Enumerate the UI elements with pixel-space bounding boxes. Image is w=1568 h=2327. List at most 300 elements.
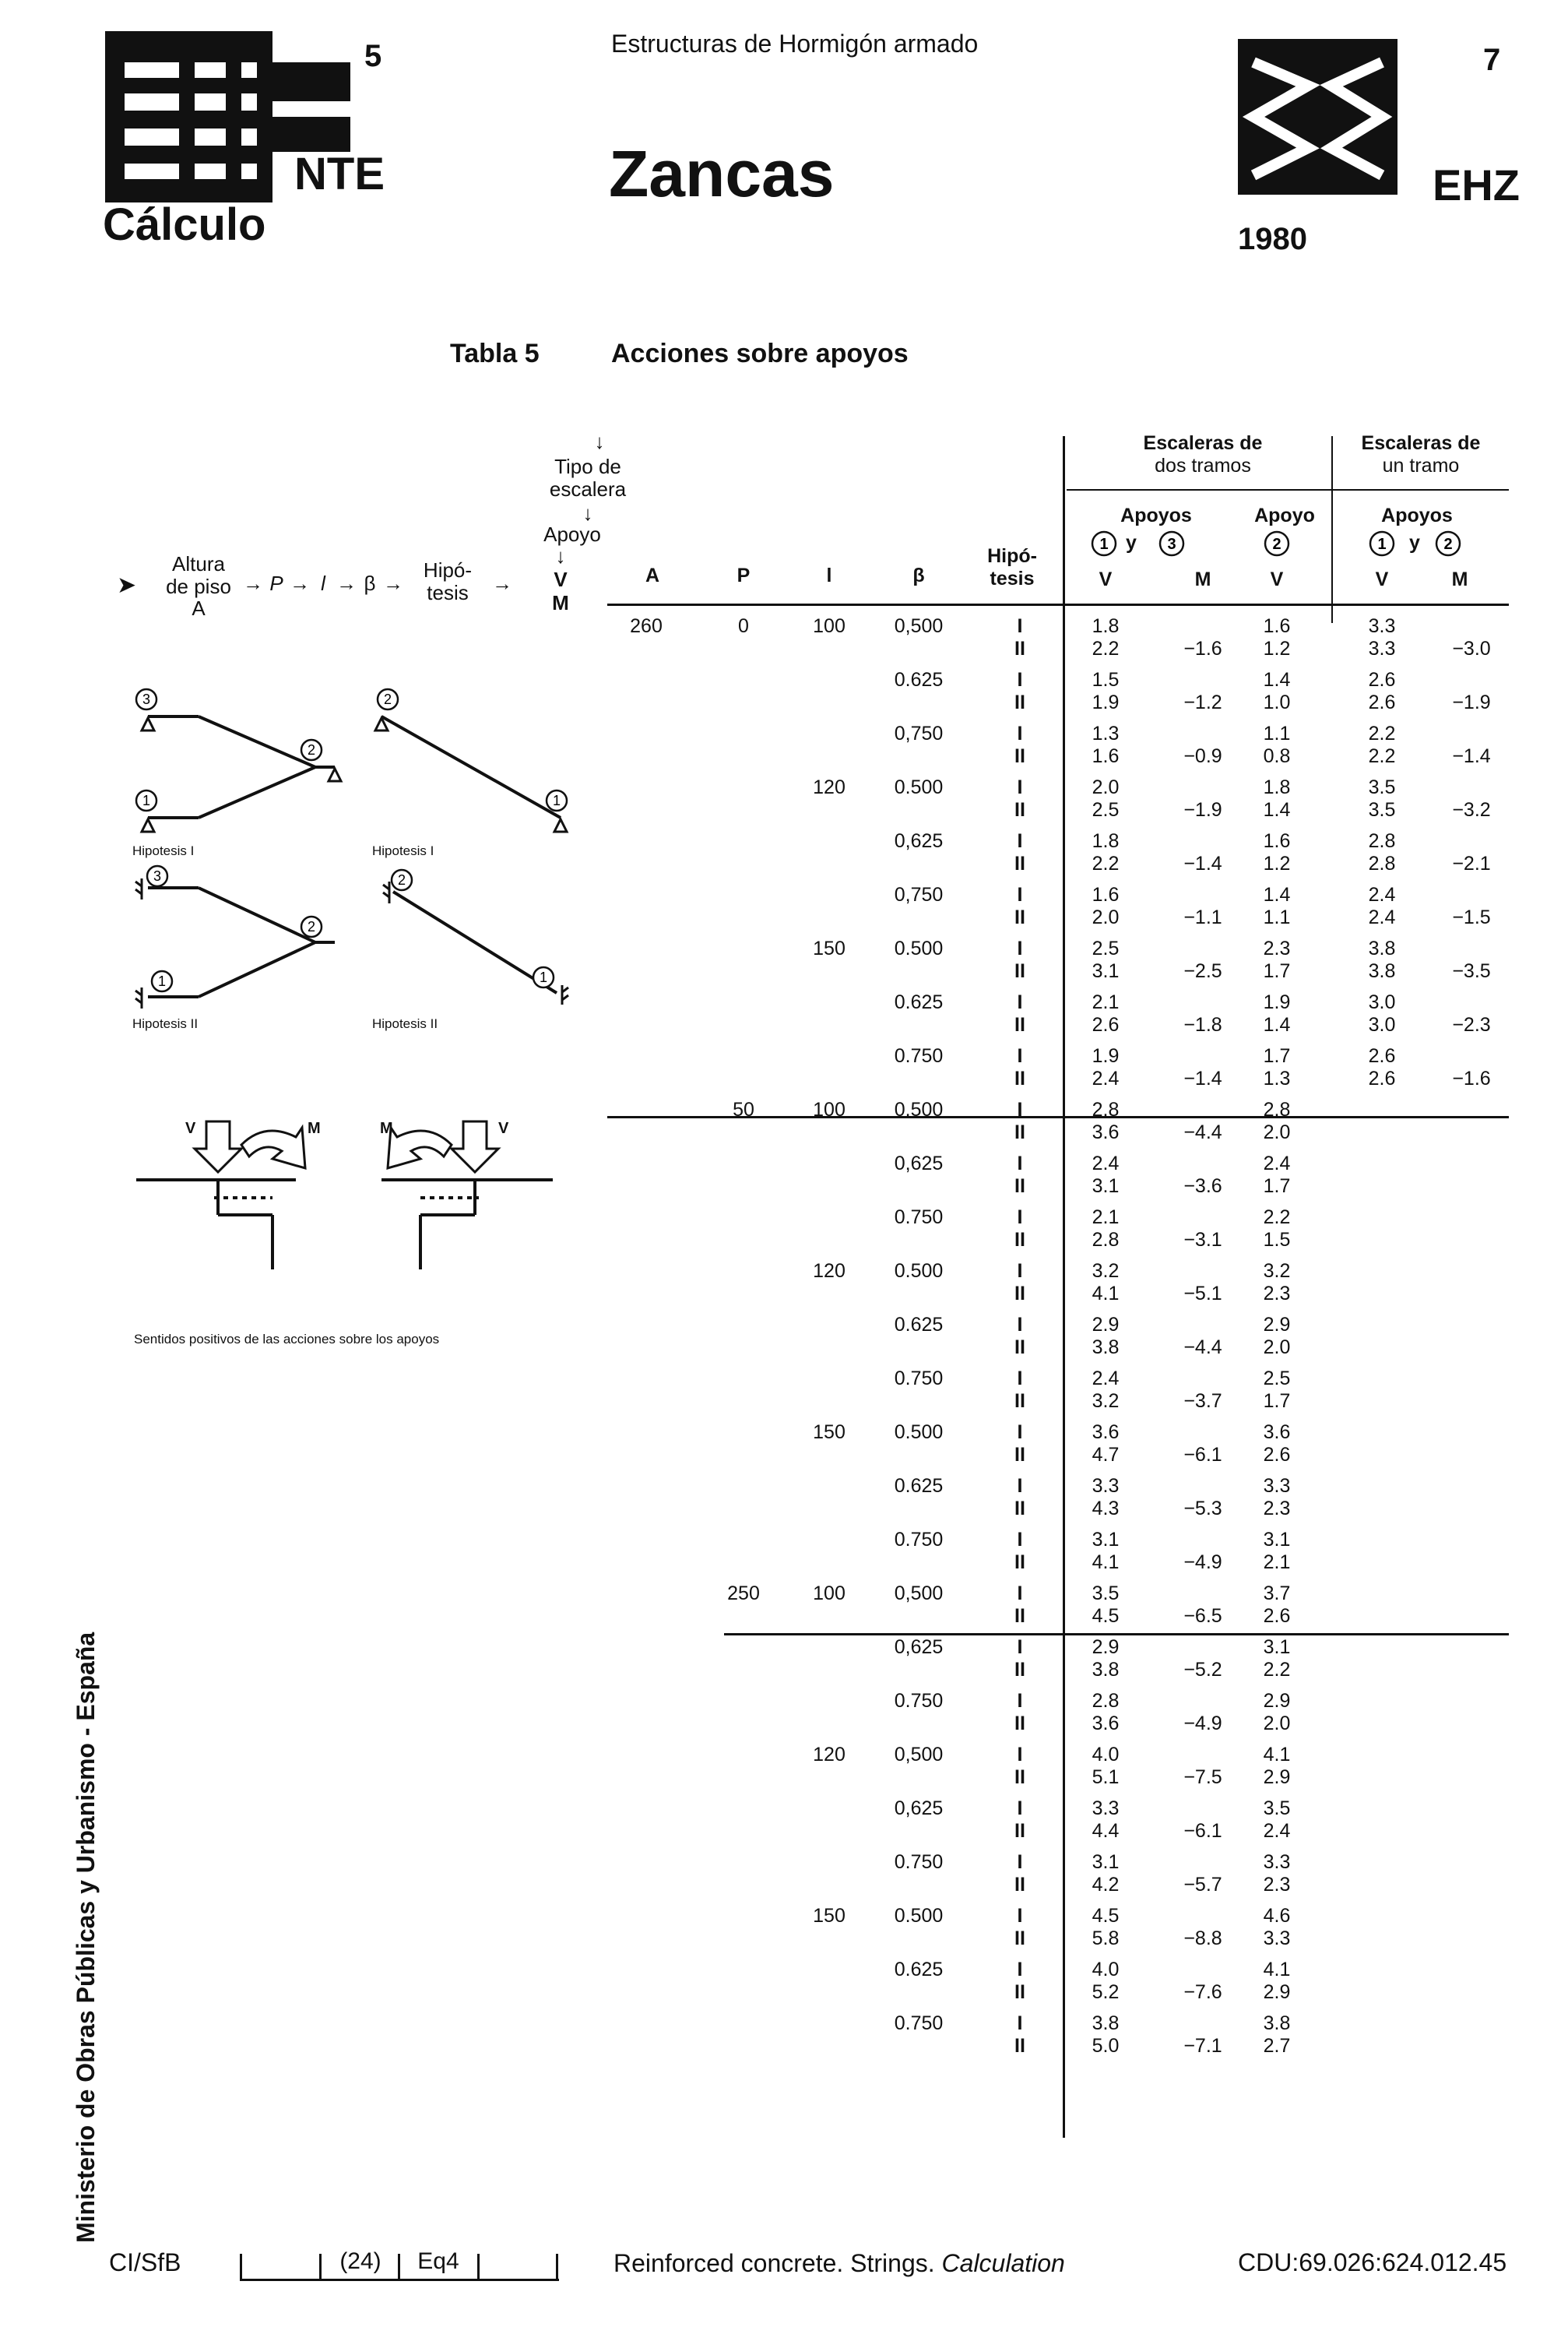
v-label-right: V <box>498 1120 509 1137</box>
cell-v2: 1.2 <box>1263 853 1291 875</box>
cell-a: 260 <box>630 615 663 637</box>
cell-v13: 1.6 <box>1092 745 1120 767</box>
cell-l: 150 <box>813 938 846 959</box>
cell-m12: −1.9 <box>1452 692 1491 713</box>
cell-m13: −6.5 <box>1183 1605 1222 1627</box>
cell-m13: −8.8 <box>1183 1927 1222 1949</box>
cell-h: II <box>1014 1766 1025 1788</box>
document-title: Zancas <box>609 137 835 210</box>
cell-v2: 2.4 <box>1263 1820 1291 1842</box>
cell-v13: 2.2 <box>1092 638 1120 660</box>
cell-h: II <box>1014 1336 1025 1358</box>
cell-v13: 3.6 <box>1092 1713 1120 1734</box>
flow-p: P <box>269 572 283 595</box>
cell-h: II <box>1014 1068 1025 1090</box>
cell-h: I <box>1017 2012 1023 2034</box>
cell-v12: 3.3 <box>1368 615 1396 637</box>
flow-v: V <box>554 568 568 591</box>
cell-v2: 1.6 <box>1263 830 1291 852</box>
cell-v2: 2.3 <box>1263 1283 1291 1304</box>
cell-m12: −2.1 <box>1452 853 1491 875</box>
cell-m13: −3.1 <box>1183 1229 1222 1251</box>
flow-arrow: → <box>290 572 310 595</box>
cell-h: II <box>1014 1283 1025 1304</box>
svg-text:3: 3 <box>153 868 162 884</box>
cell-h: I <box>1017 669 1023 691</box>
flow-down-arrow-2: ↓ <box>555 544 566 568</box>
table-top-rule <box>607 604 1509 606</box>
cell-v12: 3.8 <box>1368 960 1396 982</box>
cell-m13: −4.9 <box>1183 1551 1222 1573</box>
cell-h: II <box>1014 907 1025 928</box>
cell-m12: −3.0 <box>1452 638 1491 660</box>
cell-m13: −5.7 <box>1183 1874 1222 1896</box>
svg-text:2: 2 <box>383 692 392 707</box>
cell-v2: 1.6 <box>1263 615 1291 637</box>
cell-m12: −2.3 <box>1452 1014 1491 1036</box>
cell-v12: 2.6 <box>1368 692 1396 713</box>
cell-b: 0,500 <box>894 1582 944 1604</box>
cell-v13: 4.0 <box>1092 1744 1120 1765</box>
cell-h: I <box>1017 1797 1023 1819</box>
svg-text:2: 2 <box>307 919 316 935</box>
cell-h: I <box>1017 1475 1023 1497</box>
cell-v2: 2.2 <box>1263 1659 1291 1681</box>
cell-v2: 2.6 <box>1263 1605 1291 1627</box>
cell-h: II <box>1014 1551 1025 1573</box>
cell-v13: 2.8 <box>1092 1690 1120 1712</box>
cell-v13: 1.8 <box>1092 830 1120 852</box>
cell-v13: 5.8 <box>1092 1927 1120 1949</box>
cell-v2: 3.8 <box>1263 2012 1291 2034</box>
cell-h: I <box>1017 1314 1023 1336</box>
cell-p: 50 <box>733 1099 754 1121</box>
support-number-circles <box>1090 528 1510 559</box>
cell-v13: 2.5 <box>1092 799 1120 821</box>
cell-h: II <box>1014 638 1025 660</box>
cell-v13: 2.4 <box>1092 1153 1120 1174</box>
svg-text:2: 2 <box>397 872 406 888</box>
m-label-right: M <box>380 1120 393 1137</box>
cell-v13: 3.8 <box>1092 1336 1120 1358</box>
cell-v2: 0.8 <box>1263 745 1291 767</box>
diagram-caption: Sentidos positivos de las acciones sobre los apoyos <box>134 1332 440 1347</box>
cell-h: II <box>1014 2035 1025 2057</box>
cell-h: I <box>1017 1905 1023 1927</box>
col-header-v13: V <box>1099 569 1113 590</box>
cell-v13: 5.0 <box>1092 2035 1120 2057</box>
col-header-v12: V <box>1375 569 1389 590</box>
flow-l: l <box>321 572 325 595</box>
cell-m12: −3.2 <box>1452 799 1491 821</box>
cell-h: I <box>1017 1582 1023 1604</box>
cell-m13: −1.9 <box>1183 799 1222 821</box>
cell-v12: 2.2 <box>1368 723 1396 745</box>
cell-h: I <box>1017 723 1023 745</box>
right-code: EHZ <box>1433 160 1520 209</box>
cell-m13: −7.6 <box>1183 1981 1222 2003</box>
cell-v12: 3.5 <box>1368 799 1396 821</box>
cell-m13: −5.1 <box>1183 1283 1222 1304</box>
group-un-tramo: Escaleras de un tramo <box>1361 432 1481 477</box>
cell-v2: 3.1 <box>1263 1529 1291 1551</box>
cell-h: II <box>1014 960 1025 982</box>
cell-h: I <box>1017 1959 1023 1980</box>
cell-v2: 1.4 <box>1263 1014 1291 1036</box>
cell-v2: 3.7 <box>1263 1582 1291 1604</box>
table-number: Tabla 5 <box>450 339 540 368</box>
svg-text:1: 1 <box>1377 536 1387 553</box>
cell-v13: 2.8 <box>1092 1099 1120 1121</box>
svg-text:3: 3 <box>1167 536 1176 553</box>
col-header-beta: β <box>912 565 925 586</box>
cell-h: II <box>1014 1014 1025 1036</box>
hyp2-right-caption: Hipotesis II <box>372 1016 438 1031</box>
cell-b: 0,625 <box>894 1797 944 1819</box>
cell-v13: 2.4 <box>1092 1368 1120 1389</box>
cell-h: I <box>1017 1206 1023 1228</box>
cell-h: I <box>1017 1260 1023 1282</box>
cell-m13: −3.7 <box>1183 1390 1222 1412</box>
cell-b: 0.500 <box>894 1421 944 1443</box>
svg-text:1: 1 <box>142 793 151 808</box>
section-label: Cálculo <box>103 199 266 250</box>
cell-v2: 2.0 <box>1263 1336 1291 1358</box>
cell-v13: 4.3 <box>1092 1498 1120 1519</box>
cell-v12: 3.8 <box>1368 938 1396 959</box>
cell-m13: −1.1 <box>1183 907 1222 928</box>
cell-m12: −1.4 <box>1452 745 1491 767</box>
cisfb-box-1: (24) <box>339 2248 381 2274</box>
cell-v12: 3.0 <box>1368 1014 1396 1036</box>
flow-start-arrow: ➤ <box>117 572 137 598</box>
cell-h: II <box>1014 1498 1025 1519</box>
cell-l: 100 <box>813 1099 846 1121</box>
cell-h: I <box>1017 1690 1023 1712</box>
svg-text:2: 2 <box>1443 536 1453 553</box>
cell-l: 120 <box>813 1260 846 1282</box>
m-label-left: M <box>308 1120 321 1137</box>
cell-h: II <box>1014 1390 1025 1412</box>
cell-v2: 2.8 <box>1263 1099 1291 1121</box>
cell-h: I <box>1017 1421 1023 1443</box>
table-header-rule <box>1067 489 1509 491</box>
cell-v2: 2.7 <box>1263 2035 1291 2057</box>
header-apoyos-1-2: Apoyos <box>1381 505 1453 526</box>
cell-h: II <box>1014 1820 1025 1842</box>
cell-b: 0.750 <box>894 1368 944 1389</box>
cell-b: 0.625 <box>894 1959 944 1980</box>
flow-beta: β <box>364 572 376 595</box>
cell-b: 0.500 <box>894 938 944 959</box>
cell-m13: −5.2 <box>1183 1659 1222 1681</box>
cell-h: II <box>1014 1659 1025 1681</box>
cell-v2: 2.9 <box>1263 1690 1291 1712</box>
cell-v12: 2.6 <box>1368 669 1396 691</box>
flow-down-arrow-top: ↓ <box>594 430 605 453</box>
cell-b: 0,625 <box>894 1636 944 1658</box>
cell-v2: 2.0 <box>1263 1121 1291 1143</box>
cell-v13: 2.0 <box>1092 907 1120 928</box>
hyp2-left-caption: Hipotesis II <box>132 1016 199 1031</box>
cell-h: II <box>1014 1444 1025 1466</box>
cell-v13: 3.8 <box>1092 1659 1120 1681</box>
cell-v13: 3.1 <box>1092 1175 1120 1197</box>
cell-v2: 2.2 <box>1263 1206 1291 1228</box>
cell-v13: 3.2 <box>1092 1260 1120 1282</box>
cell-v2: 1.7 <box>1263 1175 1291 1197</box>
cell-h: I <box>1017 1099 1023 1121</box>
cell-h: II <box>1014 1981 1025 2003</box>
cell-h: I <box>1017 1368 1023 1389</box>
cell-v2: 1.5 <box>1263 1229 1291 1251</box>
flow-arrow: → <box>492 572 512 595</box>
cell-b: 0.750 <box>894 1045 944 1067</box>
english-description: Reinforced concrete. Strings. Calculation <box>613 2249 1065 2277</box>
cell-v13: 4.4 <box>1092 1820 1120 1842</box>
cell-h: I <box>1017 830 1023 852</box>
cell-h: II <box>1014 1121 1025 1143</box>
cell-h: I <box>1017 1153 1023 1174</box>
cell-v13: 2.9 <box>1092 1314 1120 1336</box>
cell-v2: 2.0 <box>1263 1713 1291 1734</box>
cell-h: I <box>1017 776 1023 798</box>
cell-p: 250 <box>727 1582 760 1604</box>
cell-v13: 4.7 <box>1092 1444 1120 1466</box>
cisfb-box-2: Eq4 <box>417 2248 459 2274</box>
cell-v2: 1.4 <box>1263 669 1291 691</box>
cell-b: 0.750 <box>894 2012 944 2034</box>
flow-arrow: → <box>383 572 403 595</box>
cell-m13: −1.8 <box>1183 1014 1222 1036</box>
header-apoyos-1-3: Apoyos <box>1120 505 1192 526</box>
cell-h: II <box>1014 1927 1025 1949</box>
cell-v13: 4.5 <box>1092 1905 1120 1927</box>
cell-v2: 4.6 <box>1263 1905 1291 1927</box>
cell-v2: 1.7 <box>1263 1045 1291 1067</box>
col-header-m12: M <box>1451 569 1468 590</box>
cell-v2: 2.9 <box>1263 1981 1291 2003</box>
cell-v2: 2.9 <box>1263 1314 1291 1336</box>
cell-l: 120 <box>813 1744 846 1765</box>
cell-m13: −7.5 <box>1183 1766 1222 1788</box>
cell-b: 0,625 <box>894 1153 944 1174</box>
cell-v13: 3.3 <box>1092 1475 1120 1497</box>
cell-m13: −1.4 <box>1183 1068 1222 1090</box>
cell-v13: 4.1 <box>1092 1551 1120 1573</box>
cell-b: 0,500 <box>894 1744 944 1765</box>
cell-b: 0.625 <box>894 1475 944 1497</box>
right-page-number: 7 <box>1483 43 1501 77</box>
cell-v13: 2.1 <box>1092 991 1120 1013</box>
cell-v13: 3.6 <box>1092 1121 1120 1143</box>
flow-apoyo: Apoyo <box>543 523 601 546</box>
svg-text:2: 2 <box>307 742 316 758</box>
cell-v13: 1.8 <box>1092 615 1120 637</box>
cell-b: 0.625 <box>894 669 944 691</box>
flow-arrow: → <box>243 572 263 595</box>
cell-v2: 3.6 <box>1263 1421 1291 1443</box>
cell-l: 150 <box>813 1421 846 1443</box>
cell-b: 0.750 <box>894 1851 944 1873</box>
cell-b: 0.500 <box>894 1099 944 1121</box>
cell-m12: −3.5 <box>1452 960 1491 982</box>
cell-v13: 2.6 <box>1092 1014 1120 1036</box>
col-header-l: l <box>826 565 832 586</box>
cell-v2: 2.9 <box>1263 1766 1291 1788</box>
cell-v2: 2.3 <box>1263 1498 1291 1519</box>
cell-v13: 4.0 <box>1092 1959 1120 1980</box>
svg-text:3: 3 <box>142 692 151 707</box>
cell-v13: 3.2 <box>1092 1390 1120 1412</box>
cell-m13: −5.3 <box>1183 1498 1222 1519</box>
action-sign-diagram <box>132 1114 568 1285</box>
cell-v2: 2.3 <box>1263 1874 1291 1896</box>
cell-m13: −1.2 <box>1183 692 1222 713</box>
cell-m13: −3.6 <box>1183 1175 1222 1197</box>
flow-tipo-escalera: Tipo de escalera <box>549 455 627 501</box>
flow-hipotesis: Hipó- tesis <box>423 558 473 604</box>
cell-v2: 2.4 <box>1263 1153 1291 1174</box>
cell-m13: −2.5 <box>1183 960 1222 982</box>
cell-v13: 1.5 <box>1092 669 1120 691</box>
cell-v12: 3.3 <box>1368 638 1396 660</box>
svg-text:1: 1 <box>539 970 548 985</box>
cell-v2: 4.1 <box>1263 1744 1291 1765</box>
cell-v13: 3.5 <box>1092 1582 1120 1604</box>
ministry-label: Ministerio de Obras Públicas y Urbanismo - España <box>72 1632 100 2243</box>
table-name: Acciones sobre apoyos <box>611 339 909 368</box>
cell-b: 0.750 <box>894 1206 944 1228</box>
cell-b: 0.500 <box>894 1905 944 1927</box>
left-page-number: 5 <box>364 39 382 73</box>
cell-m12: −1.5 <box>1452 907 1491 928</box>
cell-v13: 2.0 <box>1092 776 1120 798</box>
flow-arrow: → <box>336 572 357 595</box>
cell-v13: 1.9 <box>1092 1045 1120 1067</box>
cell-v2: 1.1 <box>1263 907 1291 928</box>
cell-l: 100 <box>813 1582 846 1604</box>
cell-v2: 2.1 <box>1263 1551 1291 1573</box>
cell-m13: −0.9 <box>1183 745 1222 767</box>
right-logo-mark <box>1238 39 1397 195</box>
cell-v12: 2.4 <box>1368 907 1396 928</box>
cell-h: I <box>1017 938 1023 959</box>
cell-h: II <box>1014 745 1025 767</box>
cell-v13: 3.3 <box>1092 1797 1120 1819</box>
cell-h: II <box>1014 1229 1025 1251</box>
cell-v13: 2.5 <box>1092 938 1120 959</box>
cell-m13: −7.1 <box>1183 2035 1222 2057</box>
cell-l: 120 <box>813 776 846 798</box>
cell-v12: 3.5 <box>1368 776 1396 798</box>
cell-h: II <box>1014 692 1025 713</box>
svg-text:1: 1 <box>1099 536 1109 553</box>
group-rule-p250 <box>724 1633 1509 1635</box>
cell-v13: 4.2 <box>1092 1874 1120 1896</box>
cell-v12: 2.8 <box>1368 853 1396 875</box>
cell-v13: 2.2 <box>1092 853 1120 875</box>
cell-v13: 1.3 <box>1092 723 1120 745</box>
cell-v13: 3.8 <box>1092 2012 1120 2034</box>
flow-m: M <box>552 591 569 614</box>
cell-h: I <box>1017 991 1023 1013</box>
header-apoyo-2: Apoyo <box>1254 505 1315 526</box>
cell-m13: −4.4 <box>1183 1121 1222 1143</box>
cdu-code: CDU:69.026:624.012.45 <box>1238 2248 1507 2276</box>
cell-p: 0 <box>738 615 749 637</box>
cell-v2: 1.4 <box>1263 884 1291 906</box>
header-y-1: y <box>1126 532 1137 554</box>
cell-v2: 3.3 <box>1263 1475 1291 1497</box>
cell-v2: 3.3 <box>1263 1927 1291 1949</box>
cell-h: I <box>1017 615 1023 637</box>
hypothesis-diagrams <box>125 685 592 1059</box>
cell-v2: 1.0 <box>1263 692 1291 713</box>
cell-v2: 2.3 <box>1263 938 1291 959</box>
cell-b: 0,500 <box>894 615 944 637</box>
flow-altura: Altura de piso A <box>166 552 231 621</box>
cell-v2: 3.1 <box>1263 1636 1291 1658</box>
cell-v13: 2.8 <box>1092 1229 1120 1251</box>
cell-v2: 3.3 <box>1263 1851 1291 1873</box>
cell-m13: −4.4 <box>1183 1336 1222 1358</box>
cell-v13: 2.4 <box>1092 1068 1120 1090</box>
hyp1-left-caption: Hipotesis I <box>132 843 195 858</box>
cell-v13: 2.9 <box>1092 1636 1120 1658</box>
cisfb-label: CI/SfB <box>109 2248 181 2276</box>
cell-v12: 2.4 <box>1368 884 1396 906</box>
cell-m13: −1.6 <box>1183 638 1222 660</box>
cell-v13: 5.2 <box>1092 1981 1120 2003</box>
cell-v13: 3.6 <box>1092 1421 1120 1443</box>
cell-v13: 1.9 <box>1092 692 1120 713</box>
cell-v2: 4.1 <box>1263 1959 1291 1980</box>
cell-h: II <box>1014 799 1025 821</box>
cell-v2: 1.4 <box>1263 799 1291 821</box>
cell-b: 0.750 <box>894 1529 944 1551</box>
cell-h: II <box>1014 1713 1025 1734</box>
cell-v2: 1.3 <box>1263 1068 1291 1090</box>
cell-v12: 2.6 <box>1368 1045 1396 1067</box>
cell-v2: 3.5 <box>1263 1797 1291 1819</box>
cell-h: II <box>1014 1605 1025 1627</box>
cell-m13: −6.1 <box>1183 1444 1222 1466</box>
cell-h: I <box>1017 1045 1023 1067</box>
cell-h: I <box>1017 1636 1023 1658</box>
cell-v2: 1.1 <box>1263 723 1291 745</box>
year: 1980 <box>1238 222 1307 256</box>
cell-h: II <box>1014 853 1025 875</box>
cell-h: I <box>1017 1529 1023 1551</box>
hyp1-right-caption: Hipotesis I <box>372 843 434 858</box>
cell-v13: 2.1 <box>1092 1206 1120 1228</box>
cell-h: I <box>1017 1744 1023 1765</box>
cell-m13: −4.9 <box>1183 1713 1222 1734</box>
cell-v2: 2.6 <box>1263 1444 1291 1466</box>
cell-v13: 3.1 <box>1092 1529 1120 1551</box>
left-code: NTE <box>294 149 385 199</box>
col-header-v2: V <box>1270 569 1284 590</box>
cell-v2: 1.7 <box>1263 1390 1291 1412</box>
cell-v2: 1.2 <box>1263 638 1291 660</box>
cell-h: I <box>1017 884 1023 906</box>
svg-text:1: 1 <box>157 973 167 989</box>
cell-v13: 1.6 <box>1092 884 1120 906</box>
cell-v2: 1.9 <box>1263 991 1291 1013</box>
cell-b: 0,750 <box>894 884 944 906</box>
cell-b: 0,625 <box>894 830 944 852</box>
